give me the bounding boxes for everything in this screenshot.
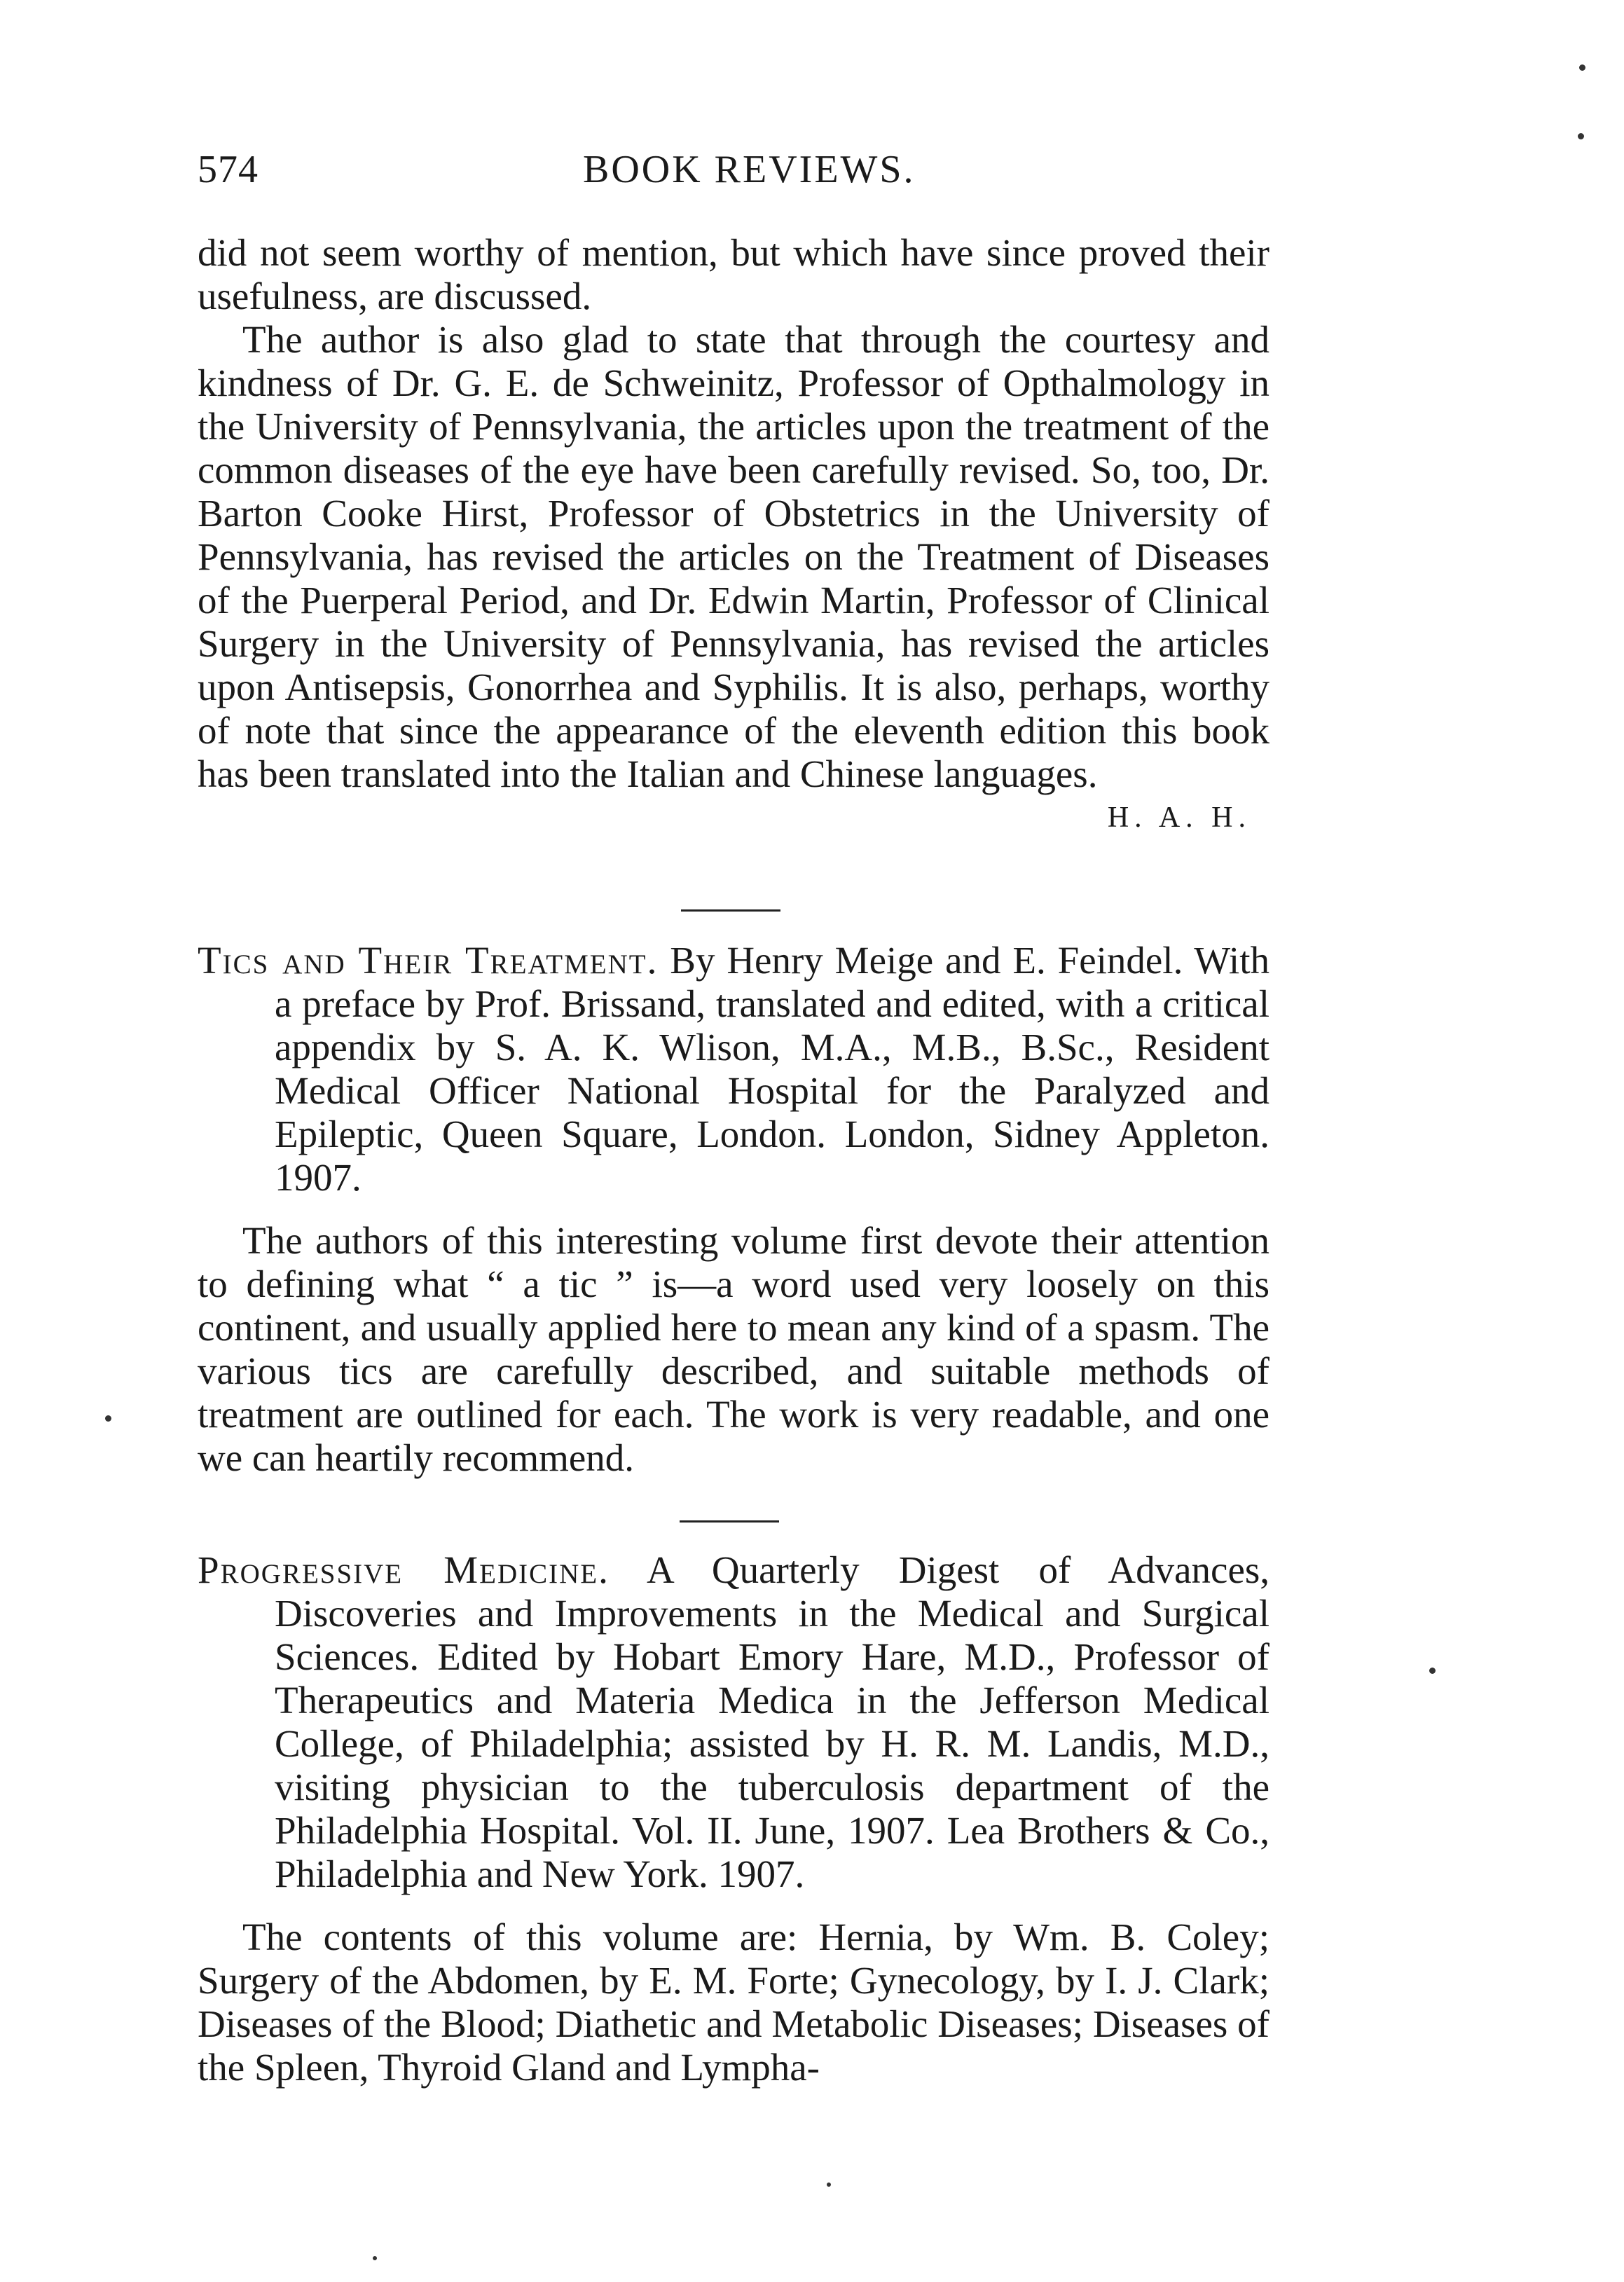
review-two-citation-text: By Henry Meige and E. Feindel. With a preface by Prof. Brissand, translated and edited, with a critical appendix by S. A. K. Wlison, M.A., M.B., B.Sc., Resident Medical Officer National Hospital for the Paralyzed and Epileptic, Queen Square, London. London, Sidney Appleton. 1907. xyxy=(275,939,1269,1199)
print-speck xyxy=(1578,133,1584,139)
review-one xyxy=(198,231,1269,839)
review-two xyxy=(198,939,1269,1480)
print-speck xyxy=(827,2183,831,2187)
print-speck xyxy=(105,1415,111,1422)
running-head: BOOK REVIEWS. xyxy=(583,148,916,191)
reviewer-initials: H. A. H. xyxy=(1107,802,1251,834)
review-one-paragraph-text: The author is also glad to state that through the courtesy and kindness of Dr. G. E. de Schweinitz, Professor of Opthalmology in the University of Pennsylvania, the articles upon the treatment of the common diseases of the eye have been carefully revised. So, too, Dr. Barton Cooke Hirst, Professor of Obstetrics in the University of Pennsylvania, has revised the articles on the Treatment of Diseases of the Puerperal Period, and Dr. Edwin Martin, Professor of Clinical Surgery in the University of Pennsylvania, has revised the articles upon Antisepsis, Gonorrhea and Syphilis. It is also, perhaps, worthy of note that since the appearance of the eleventh edition this book has been translated into the Italian and Chinese languages. xyxy=(198,318,1269,795)
print-speck xyxy=(1579,64,1585,71)
review-two-citation xyxy=(198,939,1269,1200)
review-one-paragraph xyxy=(198,318,1269,834)
section-divider xyxy=(680,1520,779,1523)
continuation-text: did not seem worthy of mention, but which have since proved their usefulness, are discussed. xyxy=(198,231,1269,317)
page-header xyxy=(198,147,1269,196)
review-three-citation xyxy=(198,1548,1269,1896)
section-divider xyxy=(681,909,780,912)
review-three xyxy=(198,1548,1269,2089)
review-three-body: The contents of this volume are: Hernia, by Wm. B. Coley; Surgery of the Abdomen, by E. M. Forte; Gynecology, by I. J. Clark; Diseases of the Blood; Diathetic and Metabolic Diseases; Diseases of the Spleen, Thyroid Gland and Lympha- xyxy=(198,1916,1269,2089)
review-two-title: Tics and Their Treatment. xyxy=(198,939,659,982)
review-three-title: Progressive Medicine. xyxy=(198,1548,610,1591)
page-number: 574 xyxy=(198,148,259,191)
review-three-citation-text: A Quarterly Digest of Advances, Discoveries and Improvements in the Medical and Surgical Sciences. Edited by Hobart Emory Hare, M.D., Professor of Therapeutics and Materia Medica in the Jefferson Medical College, of Philadelphia; assisted by H. R. M. Landis, M.D., visiting physician to the tuberculosis department of the Philadelphia Hospital. Vol. II. June, 1907. Lea Brothers & Co., Philadelphia and New York. 1907. xyxy=(275,1548,1270,1895)
print-speck xyxy=(373,2256,377,2260)
review-two-body: The authors of this interesting volume first devote their attention to defining what “ a tic ” is—a word used very loosely on this continent, and usually applied here to mean any kind of a spasm. The various tics are carefully described, and suitable methods of treatment are outlined for each. The work is very readable, and one we can heartily recommend. xyxy=(198,1219,1269,1479)
print-speck xyxy=(1429,1668,1436,1674)
